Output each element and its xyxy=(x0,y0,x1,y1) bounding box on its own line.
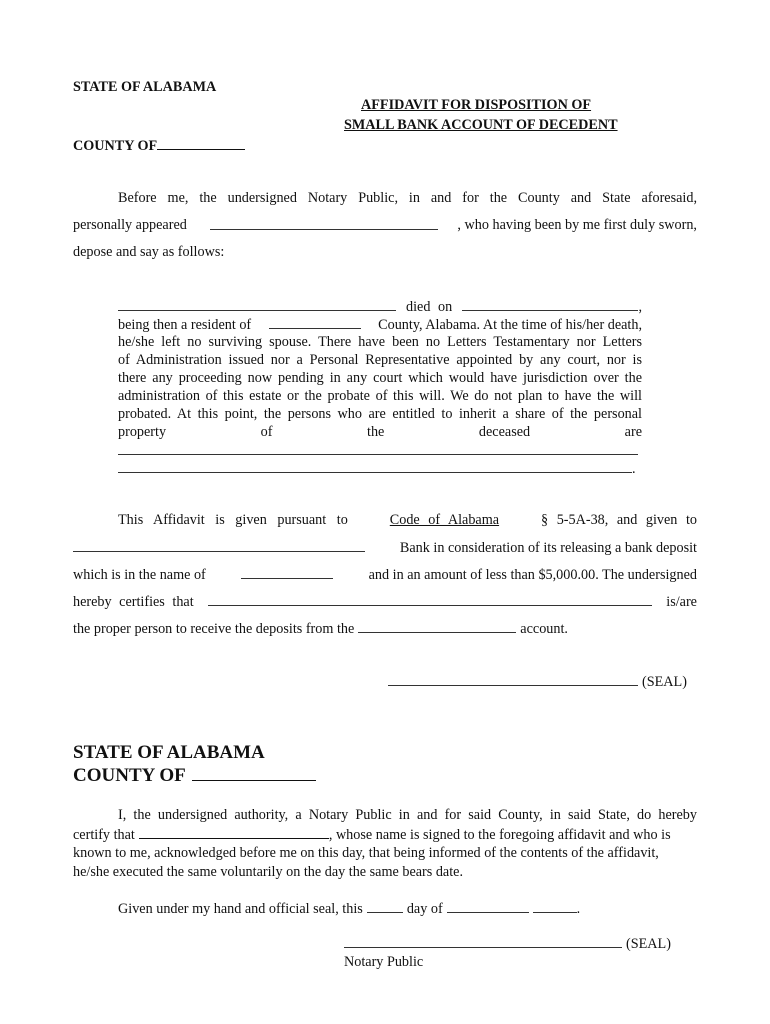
is-are-label: is/are xyxy=(666,594,697,610)
notary-county-label: COUNTY OF xyxy=(73,765,186,786)
notary-line-1: I, the undersigned authority, a Notary Public in and for said County, in said State, do hereby xyxy=(118,807,697,823)
certify-label: certify that xyxy=(73,827,135,843)
resident-county-blank[interactable] xyxy=(269,315,361,329)
title-line-1: AFFIDAVIT FOR DISPOSITION OF xyxy=(361,97,592,113)
notary-seal-label: (SEAL) xyxy=(626,936,671,952)
proper-person-blank[interactable] xyxy=(208,592,652,606)
date-of-death-blank[interactable] xyxy=(462,297,638,311)
name-of-label: which is in the name of xyxy=(73,567,206,583)
title-line-2: SMALL BANK ACCOUNT OF DECEDENT xyxy=(344,117,618,133)
certifies-label: hereby certifies that xyxy=(73,594,194,610)
intro-line-3: depose and say as follows: xyxy=(73,244,225,260)
resident-county-text: County, Alabama. At the time of his/her death, xyxy=(378,317,642,333)
intro-line-1: Before me, the undersigned Notary Public, in and for the County and State aforesaid, xyxy=(118,190,697,206)
notary-county-blank[interactable] xyxy=(192,764,316,781)
given-label: Given under my hand and official seal, this xyxy=(118,901,363,917)
intro-line-2 xyxy=(73,216,697,234)
statement-line-6: administration of this estate or the probate of this will. We do not plan to have the will xyxy=(118,388,642,404)
seal-label: (SEAL) xyxy=(642,674,687,690)
county-blank[interactable] xyxy=(157,136,245,150)
affiant-signature-blank[interactable] xyxy=(388,672,638,686)
account-label: account. xyxy=(520,621,568,637)
statement-line-5: there any proceeding now pending in any court which would have jurisdiction over the xyxy=(118,370,642,386)
period: . xyxy=(632,461,636,477)
statement-line-8: property of the deceased are xyxy=(118,424,642,440)
comma: , xyxy=(638,299,642,315)
heirs-blank-2[interactable] xyxy=(118,459,632,473)
resident-label: being then a resident of xyxy=(118,317,252,333)
sworn-label: , who having been by me first duly sworn, xyxy=(457,217,697,233)
given-period: . xyxy=(576,901,581,917)
appeared-label: personally appeared xyxy=(73,217,187,233)
affiant-name-blank[interactable] xyxy=(210,216,438,230)
notary-state-heading: STATE OF ALABAMA xyxy=(73,742,265,763)
decedent-name-blank[interactable] xyxy=(118,297,396,311)
bank-name-blank[interactable] xyxy=(73,538,365,552)
certified-name-blank[interactable] xyxy=(139,825,329,839)
notary-public-label: Notary Public xyxy=(344,954,424,970)
notary-line-4: he/she executed the same voluntarily on the day the same bears date. xyxy=(73,864,464,880)
account-name-blank[interactable] xyxy=(241,565,333,579)
code-of-alabama: Code of Alabama xyxy=(389,512,500,528)
pursuant-label: This Affidavit is given pursuant to xyxy=(118,512,348,528)
statement-line-7: probated. At this point, the persons who are entitled to inherit a share of the personal xyxy=(118,406,642,422)
account-blank[interactable] xyxy=(358,619,516,633)
statute-text: § 5-5A-38, and given to xyxy=(541,512,697,528)
notary-signature-blank[interactable] xyxy=(344,934,622,948)
receive-deposits-label: the proper person to receive the deposits from the xyxy=(73,621,355,637)
died-on-label: died on xyxy=(406,299,453,315)
amount-text: and in an amount of less than $5,000.00. The undersigned xyxy=(368,567,697,583)
heirs-blank-1[interactable] xyxy=(118,441,638,455)
year-blank[interactable] xyxy=(533,899,577,913)
statement-line-4: of Administration issued nor a Personal Representative appointed by any court, nor is xyxy=(118,352,642,368)
day-of-label: day of xyxy=(406,901,443,917)
county-heading xyxy=(73,136,245,155)
certify-text: , whose name is signed to the foregoing affidavit and who is xyxy=(328,827,671,843)
state-heading: STATE OF ALABAMA xyxy=(73,79,217,95)
bank-text: Bank in consideration of its releasing a bank deposit xyxy=(399,540,697,556)
month-blank[interactable] xyxy=(447,899,529,913)
county-label: COUNTY OF xyxy=(73,138,158,154)
notary-line-3: known to me, acknowledged before me on this day, that being informed of the contents of the affidavit, xyxy=(73,845,659,861)
day-blank[interactable] xyxy=(367,899,403,913)
statement-line-3: he/she left no surviving spouse. There have been no Letters Testamentary nor Letters xyxy=(118,334,642,350)
